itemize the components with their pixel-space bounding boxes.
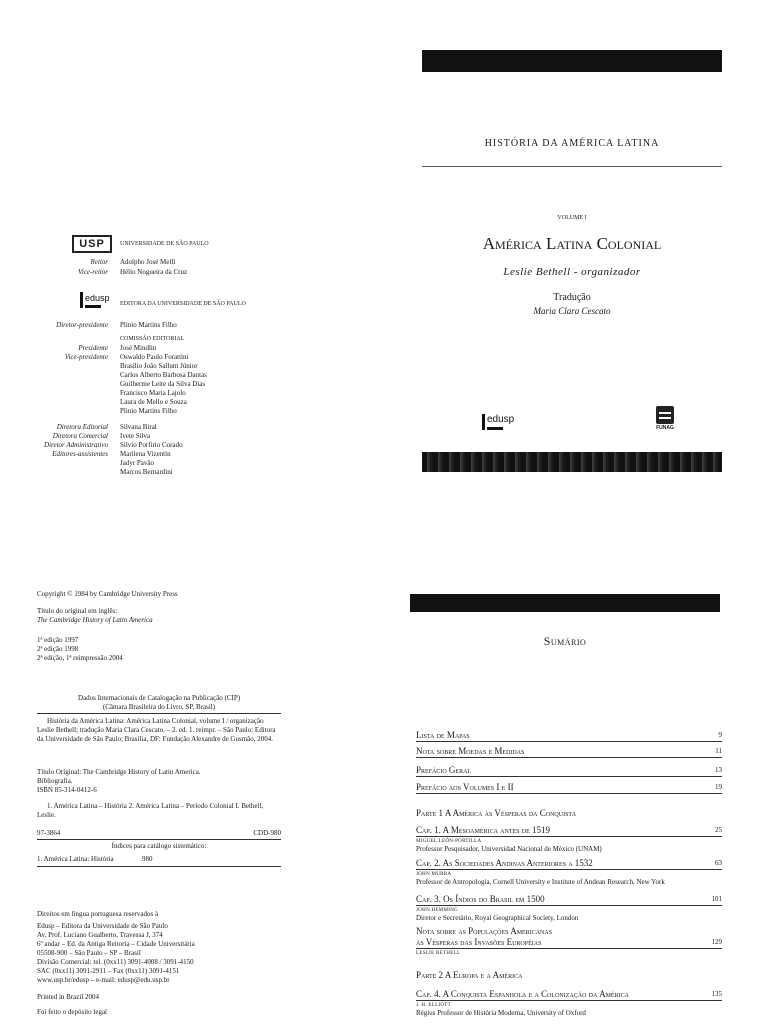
original-title: The Cambridge History of Latin America [37,616,153,624]
toc-entry-page: 11 [715,747,722,755]
toc-entry-page: 19 [715,783,722,791]
committee-member: Laura de Mello e Souza [120,398,187,406]
toc-chapter-rule [416,1000,722,1001]
assistant-editors-label: Editores-assistentes [52,450,108,458]
director-president-label: Diretor-presidente [56,321,108,329]
cip-subjects: 1. América Latina – História 2. América Latina – Período Colonial I. Bethell, Leslie. [37,802,264,819]
cip-subheading: (Câmara Brasileira do Livro, SP, Brasil) [102,703,216,711]
toc-chapter-page: 101 [711,895,722,903]
toc-chapter-title: Cap. 4. A Conquista Espanhola e a Colonização da América [416,989,629,999]
toc-entry[interactable] [416,765,722,776]
book-title: América Latina Colonial [482,234,662,253]
toc-chapter-title: Cap. 3. Os Índios do Brasil em 1500 [416,894,545,904]
address-line: Av. Prof. Luciano Gualberto, Travessa J, 374 [37,931,163,939]
vice-rector-name: Hélio Nogueira da Cruz [120,268,188,276]
toc-chapter-page: 135 [711,990,722,998]
toc-chapter-title: Cap. 1. A Mesoamérica antes de 1519 [416,825,551,835]
president-label: Presidente [78,344,108,352]
funag-logo: FUNAG [656,406,674,434]
toc-chapter-rule [416,869,722,870]
toc-chapter[interactable] [416,989,722,1017]
admin-director-name: Silvio Porfírio Corado [120,441,183,449]
publisher-name: EDITORA DA UNIVERSIDADE DE SÃO PAULO [120,301,246,307]
committee-member: Francisco Maria Lajolo [120,389,186,397]
committee-member: Plinio Martins Filho [120,407,177,415]
index-number: 980 [142,855,153,863]
address-line: Divisão Comercial: tel. (0xx11) 3091-4008 / 3091-4150 [37,958,194,966]
toc-entry-title: Prefácio aos Volumes I e II [416,782,514,792]
toc-entry-rule [416,793,722,794]
committee-heading: COMISSÃO EDITORIAL [120,336,185,342]
toc-chapter-rule [416,905,722,906]
cip-bibliography: Bibliografia. [37,777,73,785]
population-note-line-1: Nota sobre as Populações Americanas [416,926,553,936]
book-editor: Leslie Bethell - organizador [503,266,641,278]
toc-entry[interactable] [416,782,722,793]
assistant-editor-name: Marcos Bernardini [120,468,173,476]
population-note-line-2: às Vésperas das Invasões Européias [416,937,542,947]
toc-chapter-author: JOHN MURRA [416,872,452,877]
toc-chapter-role: Régius Professor de História Moderna, University of Oxford [416,1009,586,1017]
cip-bottom-rule [37,866,281,867]
top-black-bar [422,50,722,72]
volume-label: VOLUME I [557,215,587,221]
address-line: Edusp – Editora da Universidade de São Paulo [37,922,168,930]
toc-chapter[interactable] [416,894,722,922]
toc-entry[interactable] [416,730,722,741]
index-entry: 1. América Latina: História [37,855,114,863]
edition-line: 1ª edição 1997 [37,636,79,644]
toc-chapter-role: Professor Pesquisador, Universidad Nacional de México (UNAM) [416,845,602,853]
university-name: UNIVERSIDADE DE SÃO PAULO [120,241,209,247]
cip-mid-rule [37,839,281,840]
series-rule [422,166,722,167]
usp-logo: USP [72,235,112,253]
toc-entry[interactable] [416,746,722,757]
vice-rector-label: Vice-reitor [78,268,108,276]
printed-line: Printed in Brazil 2004 [37,993,100,1001]
cip-isbn: ISBN 85-314-0412-6 [37,786,97,794]
cip-code: 97-3864 [37,829,61,837]
address-line: 6º andar – Ed. da Antiga Reitoria – Cidade Universitária [37,940,195,948]
edusp-logo-left: edusp [80,292,110,310]
director-president-name: Plinio Martins Filho [120,321,177,329]
decorative-strip [422,452,722,472]
toc-entry-page: 13 [715,766,722,774]
population-note-page: 129 [711,938,722,946]
assistant-editor-name: Marilena Vizentin [120,450,171,458]
cip-body: História da América Latina: América Latina Colonial, volume I / organização Leslie Bethell; tradução Maria Clara Cescato. – 2. ed. 1. reimpr. – São Paulo: Editora da Universidade de São Paulo; Brasília, DF: Fundação Alexandre de Gusmão, 2004. [37,717,276,743]
toc-entry-title: Nota sobre Moedas e Medidas [416,746,525,756]
editorial-director-label: Diretora Editorial [56,423,108,431]
rights-line: Direitos em língua portuguesa reservados à [37,910,159,918]
cip-original-title: Título Original: The Cambridge History of Latin America. [37,768,201,776]
deposit-line: Foi feito o depósito legal [37,1008,107,1016]
address-line: SAC (0xx11) 3091-2911 – Fax (0xx11) 3091-4151 [37,967,180,975]
population-note-author: LESLIE BETHELL [416,951,461,956]
rector-name: Adolpho José Melfi [120,258,176,266]
rector-label: Reitor [90,258,108,266]
president-name: José Mindlin [120,344,157,352]
toc-entry-title: Prefácio Geral [416,765,472,775]
sumario-heading: Sumário [543,634,587,648]
toc-chapter[interactable] [416,825,722,853]
edition-line: 2ª edição, 1ª reimpressão 2004 [37,654,123,662]
edusp-logo-right: edusp [482,414,512,434]
address-line: 05508-900 – São Paulo – SP – Brasil [37,949,141,957]
toc-chapter-page: 63 [715,859,722,867]
assistant-editor-name: Jadyr Pavão [120,459,155,467]
population-note-rule [416,948,722,949]
toc-entry-rule [416,776,722,777]
toc-chapter-author: MIGUEL LEÓN-PORTILLA [416,839,482,844]
editorial-director-name: Silvana Biral [120,423,157,431]
toc-population-note[interactable] [416,926,722,958]
original-title-label: Título do original em inglês: [37,607,118,615]
vice-president-label: Vice-presidente [64,353,108,361]
toc-entry-title: Lista de Mapas [416,730,470,740]
translation-label: Tradução [553,292,591,303]
commercial-director-name: Ivete Silva [120,432,151,440]
address-line: www.usp.br/edusp – e-mail: edusp@edu.usp.br [37,976,170,984]
toc-entry-rule [416,757,722,758]
toc-chapter-author: JOHN HEMMING [416,908,459,913]
toc-chapter-role: Diretor e Secretário, Royal Geographical Society, London [416,914,579,922]
committee-member: Brasílio João Sallum Júnior [120,362,198,370]
committee-member: Guilherme Leite da Silva Dias [120,380,206,388]
sumario-black-bar [410,594,720,612]
cip-heading: Dados Internacionais de Catalogação na Publicação (CIP) [77,694,241,702]
toc-entry-rule [416,741,722,742]
copyright-line: Copyright © 1984 by Cambridge University Press [37,590,178,598]
toc-chapter-role: Professor de Antropologia, Cornell University e Institute of Andean Research, New York [416,878,665,886]
toc-chapter-author: J. H. ELLIOTT [416,1003,452,1008]
index-heading: Índices para catálogo sistemático: [111,842,207,850]
edition-line: 2ª edição 1998 [37,645,79,653]
toc-chapter-page: 25 [715,826,722,834]
admin-director-label: Diretor Administrativo [44,441,108,449]
cip-top-rule [37,713,281,714]
vice-president-name: Oswaldo Paulo Forattini [120,353,189,361]
toc-chapter-rule [416,836,722,837]
toc-chapter[interactable] [416,858,722,886]
series-title: HISTÓRIA DA AMÉRICA LATINA [484,138,660,149]
part-1-heading: Parte 1 A América às Vésperas da Conquista [416,808,576,818]
toc-chapter-title: Cap. 2. As Sociedades Andinas Anteriores a 1532 [416,858,593,868]
part-2-heading: Parte 2 A Europa e a América [416,970,523,980]
committee-member: Carlos Alberto Barbosa Dantas [120,371,207,379]
cip-cdd: CDD-980 [253,829,281,837]
translator-name: Maria Clara Cescato [533,306,611,316]
commercial-director-label: Diretora Comercial [52,432,108,440]
toc-entry-page: 9 [718,731,722,739]
